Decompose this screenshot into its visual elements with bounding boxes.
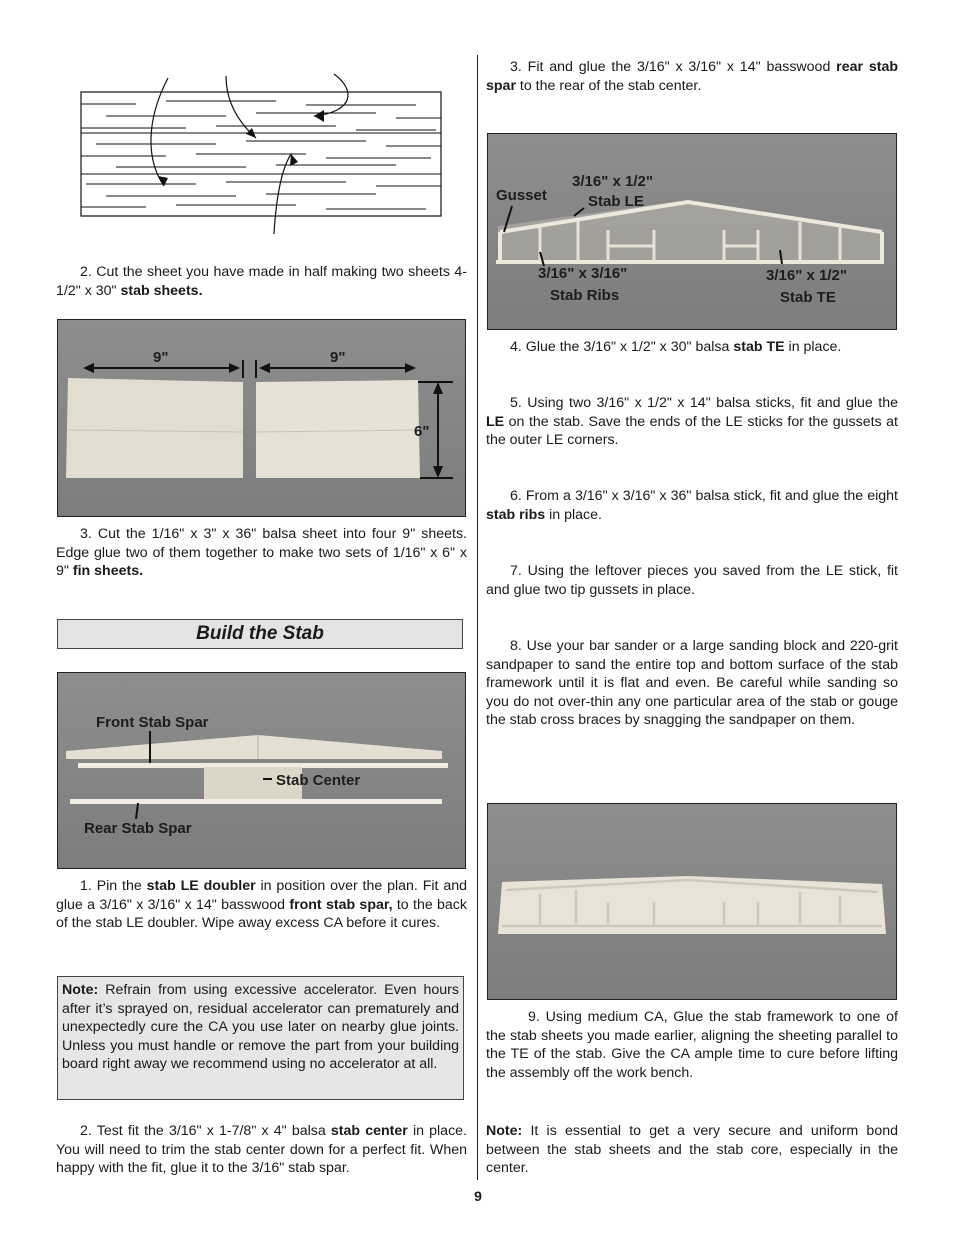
label-le-size: 3/16" x 1/2" [572,173,653,190]
note-label: Note: [62,982,99,998]
label-te-size: 3/16" x 1/2" [766,267,847,284]
photo-sheets [57,319,466,517]
step-9-text: 9. Using medium CA, Glue the stab framework to one of the stab sheets you made earlier, aligning the sheeting parallel to the TE of the stab. Give the CA ample time to cure before lifting the assembly off the work bench. [486,1009,898,1081]
label-9-left: 9" [153,349,169,366]
label-rear-stab-spar: Rear Stab Spar [84,820,192,837]
step-5-text: 5. Using two 3/16" x 1/2" x 14" balsa sticks, fit and glue the LE on the stab. Save the ends of the LE sticks for the gussets at the outer LE corners. [486,395,898,449]
step-6-text: 6. From a 3/16" x 3/16" x 36" balsa stick, fit and glue the eight stab ribs in place. [486,488,898,523]
column-divider [477,55,478,1180]
label-stab-center: Stab Center [276,772,361,789]
photo-stab-framework [487,133,897,330]
right-step-3-text: 3. Fit and glue the 3/16" x 3/16" x 14" basswood rear stab spar to the rear of the stab center. [486,59,898,94]
step-2b-text: 2. Test fit the 3/16" x 1-7/8" x 4" balsa stab center in place. You will need to trim the stab center down for a perfect fit. When happy with the fit, glue it to the 3/16" stab spar. [56,1123,467,1177]
section-title: Build the Stab [196,623,324,644]
label-ribs-size: 3/16" x 3/16" [538,265,628,282]
label-6: 6" [414,423,430,440]
photo-stab-spars [57,672,466,869]
label-stab-le: Stab LE [588,193,644,210]
label-stab-ribs: Stab Ribs [550,287,620,304]
photo-stab-finished [487,803,897,1000]
step-1-text: 1. Pin the stab LE doubler in position over the plan. Fit and glue a 3/16" x 3/16" x 14" basswood front stab spar, to the back of the stab LE doubler. Wipe away excess CA before it cures. [56,878,467,932]
label-gusset: Gusset [496,187,547,204]
step-3-text: 3. Cut the 1/16" x 3" x 36" balsa sheet into four 9" sheets. Edge glue two of them together to make two sets of 1/16" x 6" x 9" fin sheets. [56,526,467,580]
step-2-text: 2. Cut the sheet you have made in half making two sheets 4-1/2" x 30" stab sheets. [56,264,467,299]
label-front-stab-spar: Front Stab Spar [96,714,209,731]
right-note-text: Note: It is essential to get a very secure and uniform bond between the stab sheets and the stab core, especially in the center. [486,1123,898,1177]
note-box-accelerator: Note: Refrain from using excessive accelerator. Even hours after it’s sprayed on, residual accelerator can prematurely and unexpectedly cure the CA you use later on nearby glue joints. Unless you must handle or remove the part from your building board right away we recommend using no accelerator at all. [57,976,464,1100]
step-4-text: 4. Glue the 3/16" x 1/2" x 30" balsa stab TE in place. [510,339,842,355]
page-number: 9 [474,1188,482,1204]
label-stab-te: Stab TE [780,289,836,306]
step-7-text: 7. Using the leftover pieces you saved from the LE stick, fit and glue two tip gussets in place. [486,563,898,598]
step-8-text: 8. Use your bar sander or a large sanding block and 220-grit sandpaper to sand the entire top and bottom surface of the stab framework until it is flat and even. Be careful while sanding so you do not over-thin any one particular area of the stab or gouge the stab cross braces by snagging the sandpaper on them. [486,638,898,729]
label-9-right: 9" [330,349,346,366]
section-header-build-the-stab [57,619,463,649]
balsa-sheet-diagram [76,70,448,240]
